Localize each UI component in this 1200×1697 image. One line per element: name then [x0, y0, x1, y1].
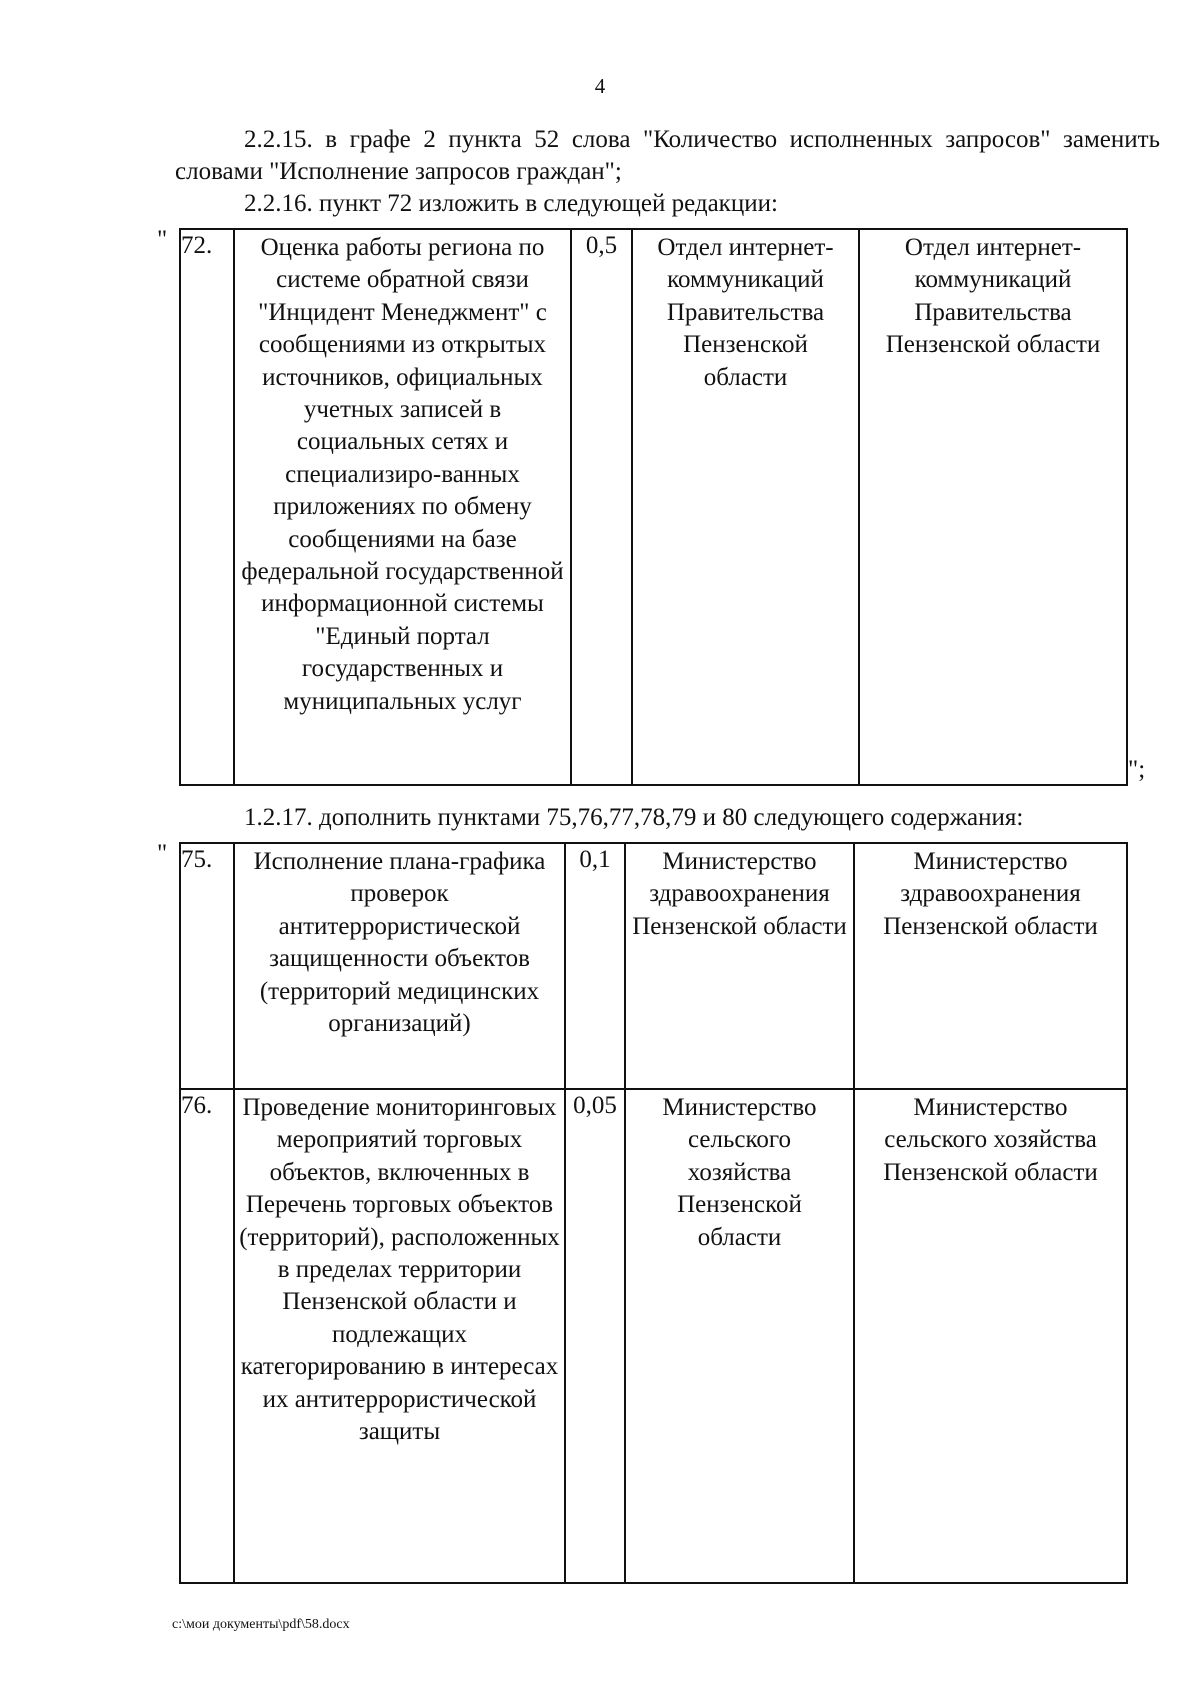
indicator-weight: 0,1	[565, 843, 625, 1089]
row-number: 72.	[180, 229, 234, 785]
footer-file-path: c:\мои документы\pdf\58.docx	[172, 1617, 350, 1632]
indicator-name: Исполнение плана-графика проверок антитеррористической защищенности объектов (территорий медицинских организаций)	[234, 843, 565, 1089]
evaluating-org: Министерство здравоохранения Пензенской области	[854, 843, 1127, 1089]
indicator-name: Проведение мониторинговых мероприятий торговых объектов, включенных в Перечень торговых объектов (территорий), расположенных в пределах территории Пензенской области и подлежащих категорированию в интересах их антитеррористической защиты	[234, 1089, 565, 1583]
table-row	[180, 843, 1127, 1089]
row-number: 75.	[180, 843, 234, 1089]
responsible-org: Отдел интернет-коммуникаций Правительства Пензенской области	[632, 229, 859, 785]
table2-open-quote: "	[157, 840, 168, 867]
table-row	[180, 1089, 1127, 1583]
paragraph-1-2-17: 1.2.17. дополнить пунктами 75,76,77,78,79 и 80 следующего содержания:	[244, 804, 1024, 831]
row-number: 76.	[180, 1089, 234, 1583]
indicator-weight: 0,5	[571, 229, 632, 785]
table1-open-quote: "	[157, 226, 168, 253]
responsible-org: Министерство сельского хозяйства Пензенской области	[625, 1089, 854, 1583]
paragraph-2-2-16: 2.2.16. пункт 72 изложить в следующей редакции:	[244, 190, 778, 217]
page-number: 4	[594, 74, 606, 98]
evaluating-org: Отдел интернет-коммуникаций Правительства Пензенской области	[859, 229, 1127, 785]
responsible-org: Министерство здравоохранения Пензенской области	[625, 843, 854, 1089]
evaluating-org: Министерство сельского хозяйства Пензенской области	[854, 1089, 1127, 1583]
table-item-72	[179, 228, 1128, 786]
table-row	[180, 229, 1127, 785]
indicator-name: Оценка работы региона по системе обратной связи "Инцидент Менеджмент" с сообщениями из открытых источников, официальных учетных записей в социальных сетях и специализиро-ванных приложениях по обмену сообщениями на базе федеральной государственной информационной системы "Единый портал государственных и муниципальных услуг	[234, 229, 571, 785]
paragraph-2-2-15: 2.2.15. в графе 2 пункта 52 слова "Количество исполненных запросов" заменить словами "Исполнение запросов граждан";	[175, 126, 1160, 185]
indicator-weight: 0,05	[565, 1089, 625, 1583]
table1-close-quote: ";	[1128, 756, 1146, 783]
table-items-75-80	[179, 842, 1128, 1584]
